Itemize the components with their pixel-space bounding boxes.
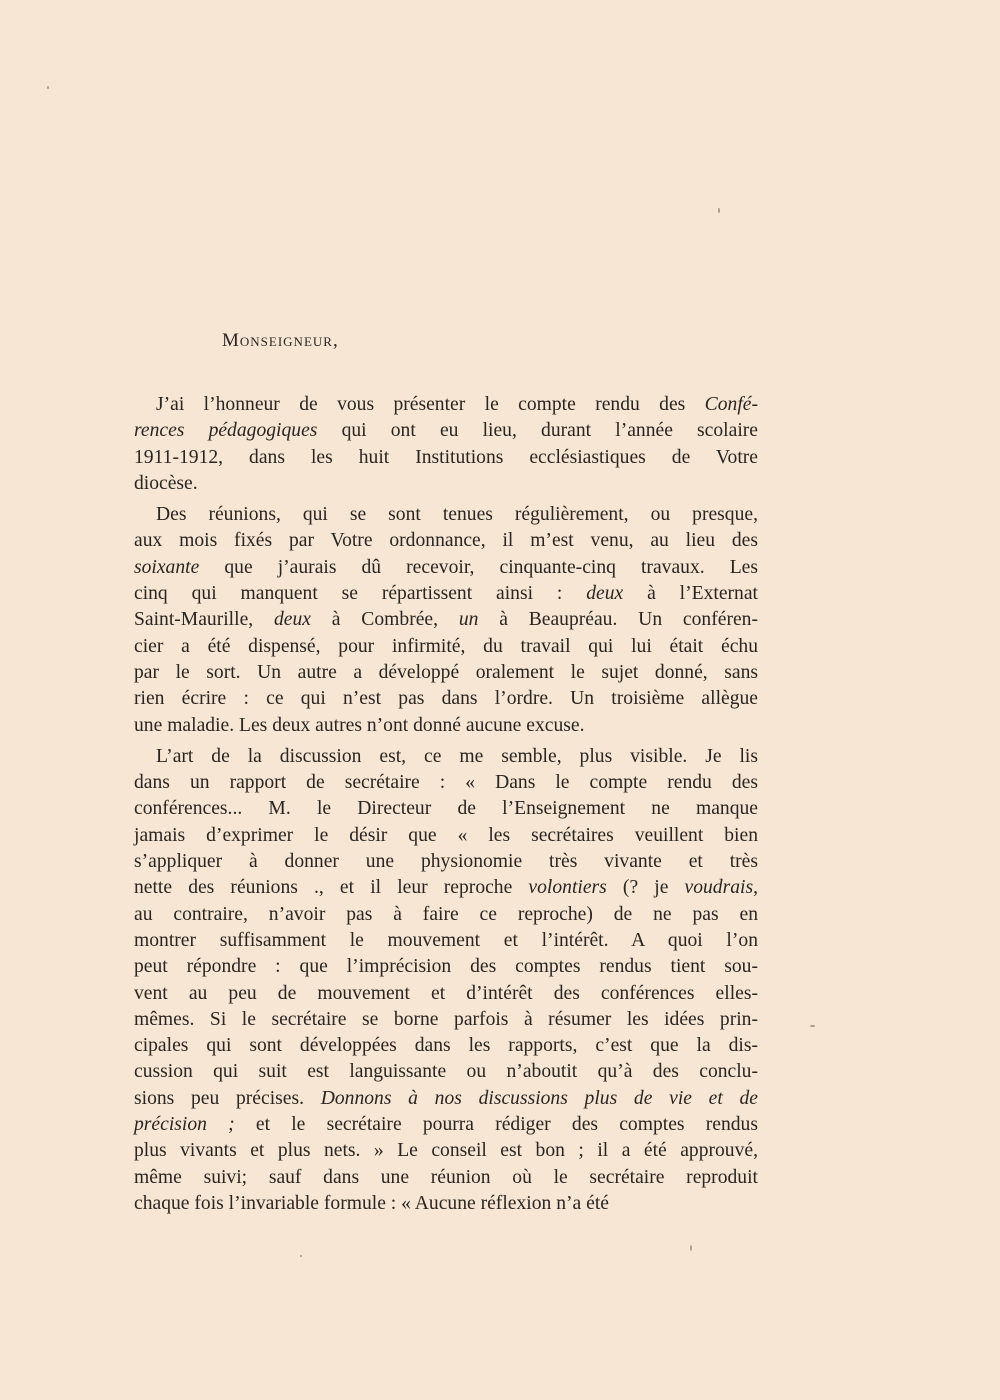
line-text: s’appliquer à donner une physionomie très vivante et très — [134, 851, 758, 873]
line-text: 1911-1912, dans les huit Institutions ecclésiastiques de Votre — [134, 446, 758, 468]
line-text: Saint-Maurille, — [134, 609, 274, 631]
text-line — [134, 634, 758, 660]
line-text: une maladie. Les deux autres n’ont donné aucune excuse. — [134, 714, 585, 736]
text-line — [134, 418, 758, 444]
line-text: montrer suffisamment le mouvement et l’intérêt. A quoi l’on — [134, 929, 758, 951]
line-text: sions peu précises. — [134, 1087, 321, 1109]
paper-speck — [47, 86, 49, 89]
text-line — [134, 796, 758, 822]
line-text: cinq qui manquent se répartissent ainsi : — [134, 583, 587, 605]
text-line — [134, 502, 758, 528]
line-text: L’art de la discussion est, ce me semble, plus visible. Je lis — [156, 745, 758, 767]
line-text: à l’Externat — [623, 583, 758, 605]
line-text: plus vivants et plus nets. » Le conseil est bon ; il a été approuvé, — [134, 1140, 758, 1162]
text-line — [134, 1086, 758, 1112]
text-line — [134, 445, 758, 471]
text-line — [134, 744, 758, 770]
line-text: peut répondre : que l’imprécision des comptes rendus tient sou- — [134, 956, 758, 978]
text-line — [134, 528, 758, 554]
line-text: dans un rapport de secrétaire : « Dans le compte rendu des — [134, 772, 758, 794]
paper-speck — [810, 1025, 815, 1027]
line-text: par le sort. Un autre a développé oralement le sujet donné, sans — [134, 661, 758, 683]
italic-text: Donnons à nos discussions plus de vie et de — [320, 1087, 758, 1109]
line-text: aux mois fixés par Votre ordonnance, il m’est venu, au lieu des — [134, 530, 758, 552]
text-line — [134, 1033, 758, 1059]
line-text: cussion qui suit est languissante ou n’aboutit qu’à des conclu- — [134, 1061, 758, 1083]
italic-text: rences pédagogiques — [134, 420, 318, 442]
paper-speck — [718, 208, 720, 213]
italic-text: Confé- — [704, 394, 758, 415]
line-text: J’ai l’honneur de vous présenter le compte rendu des — [156, 394, 705, 415]
letter-body — [134, 392, 758, 1217]
text-line — [134, 392, 758, 418]
line-text: nette des réunions ., et il leur reproche — [134, 877, 529, 899]
line-text: diocèse. — [134, 472, 198, 494]
text-line — [134, 660, 758, 686]
line-text: vent au peu de mouvement et d’intérêt des conférences elles- — [134, 982, 758, 1004]
line-text: que j’aurais dû recevoir, cinquante-cinq travaux. Les — [199, 556, 758, 578]
text-line — [134, 981, 758, 1007]
salutation: Monseigneur, — [222, 330, 339, 351]
text-line — [134, 1191, 758, 1217]
text-line — [134, 686, 758, 712]
line-text: au contraire, n’avoir pas à faire ce reproche) de ne pas en — [134, 903, 758, 925]
text-line — [134, 1165, 758, 1191]
text-line — [134, 555, 758, 581]
line-text: Des réunions, qui se sont tenues régulièrement, ou presque, — [156, 504, 758, 526]
text-line — [134, 1007, 758, 1033]
text-line — [134, 902, 758, 928]
text-line — [134, 471, 758, 497]
italic-text: deux — [586, 583, 624, 605]
text-line — [134, 1059, 758, 1085]
line-text: conférences... M. le Directeur de l’Enseignement ne manque — [134, 798, 758, 820]
line-text: cipales qui sont développées dans les rapports, c’est que la dis- — [134, 1035, 758, 1057]
text-line — [134, 607, 758, 633]
line-text: à Beaupréau. Un conféren- — [478, 609, 758, 631]
line-text: mêmes. Si le secrétaire se borne parfois à résumer les idées prin- — [134, 1008, 758, 1030]
text-line — [134, 713, 758, 739]
line-text: qui ont eu lieu, durant l’année scolaire — [317, 420, 758, 442]
text-line — [134, 770, 758, 796]
line-text: (? je — [606, 877, 685, 899]
text-line — [134, 581, 758, 607]
italic-text: deux — [273, 609, 311, 631]
line-text: même suivi; sauf dans une réunion où le secrétaire reproduit — [134, 1166, 758, 1188]
text-line — [134, 823, 758, 849]
line-text: et le secrétaire pourra rédiger des comptes rendus — [234, 1114, 758, 1136]
italic-text: précision ; — [134, 1114, 235, 1136]
line-text: jamais d’exprimer le désir que « les secrétaires veuillent bien — [134, 824, 758, 846]
paper-speck — [300, 1255, 302, 1257]
text-line — [134, 954, 758, 980]
line-text: chaque fois l’invariable formule : « Aucune réflexion n’a été — [134, 1192, 609, 1214]
text-line — [134, 1112, 758, 1138]
line-text: à Combrée, — [310, 609, 459, 631]
line-text: rien écrire : ce qui n’est pas dans l’ordre. Un troisième allègue — [134, 688, 758, 710]
italic-text: voudrais, — [684, 877, 758, 899]
italic-text: un — [458, 609, 479, 631]
italic-text: volontiers — [528, 877, 607, 899]
text-line — [134, 1138, 758, 1164]
italic-text: soixante — [134, 556, 200, 578]
text-line — [134, 928, 758, 954]
text-line — [134, 875, 758, 901]
line-text: cier a été dispensé, pour infirmité, du travail qui lui était échu — [134, 635, 758, 657]
text-line — [134, 849, 758, 875]
paper-speck — [690, 1245, 692, 1251]
